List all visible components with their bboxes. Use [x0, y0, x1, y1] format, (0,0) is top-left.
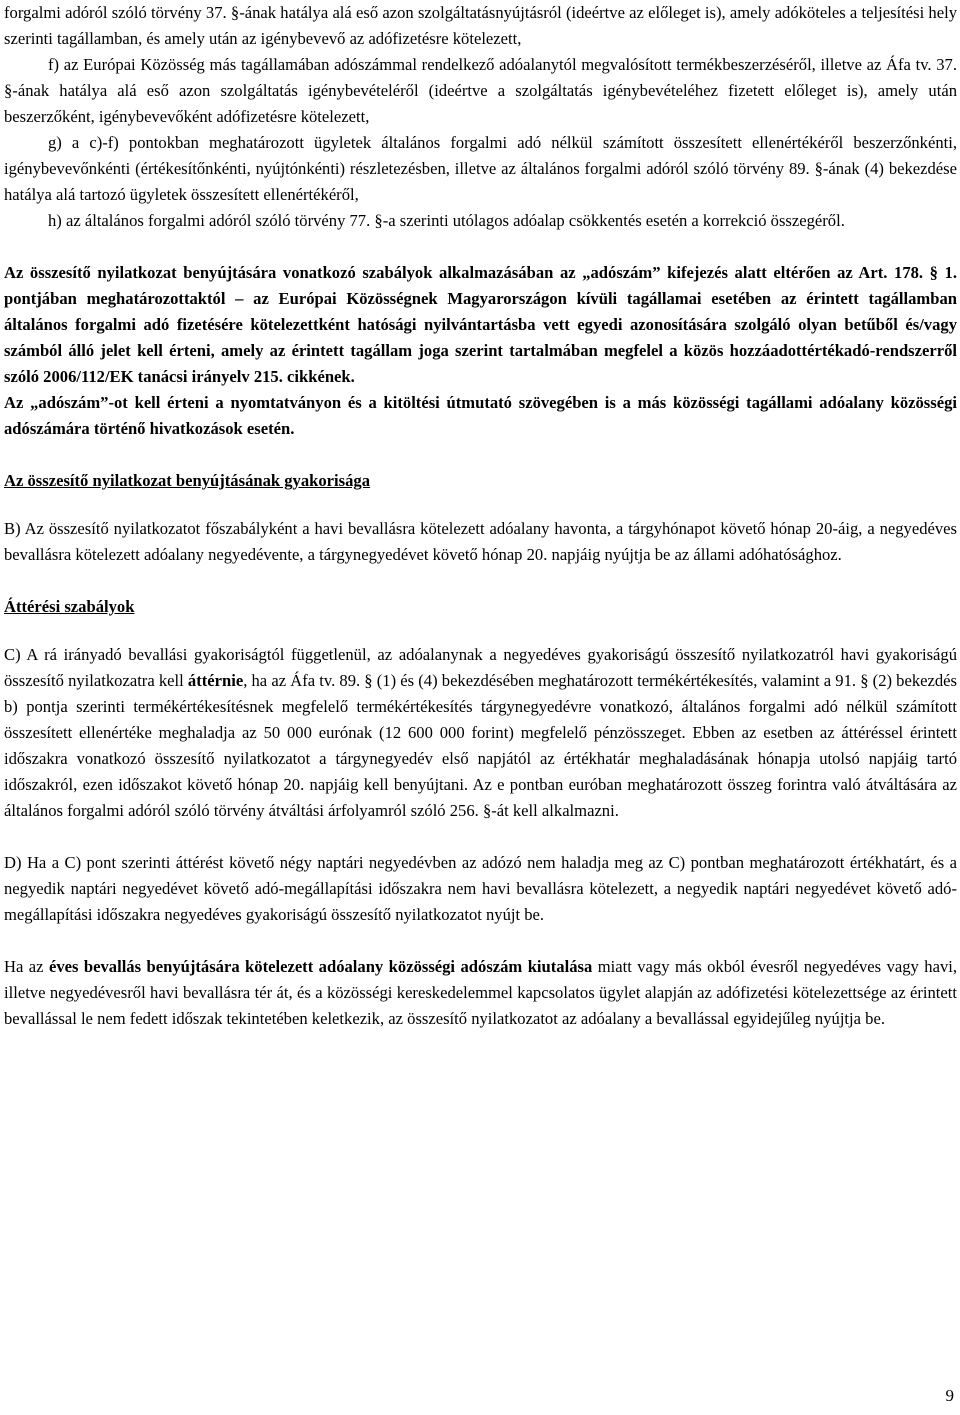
paragraph-point-c — [4, 642, 957, 824]
document-page — [4, 0, 957, 1032]
paragraph-annual-filer-text-1: Ha az — [4, 957, 49, 976]
spacer — [4, 824, 957, 850]
paragraph-point-c-text-2: , ha az Áfa tv. 89. § (1) és (4) bekezdésében meghatározott termékértékesítés, valamint a 91. § (2) bekezdés b) pontja szerinti termékértékesítésnek megfelelő termékértékesítés tárgynegyedévre vonatkozó, általános forgalmi adó nélkül számított összesített ellenértéke meghaladja az 50 000 eurónak (12 600 000 forint) megfelelő pénzösszeget. Ebben az esetben az áttéréssel érintett időszakra vonatkozó összesítő nyilatkozatot a tárgynegyedév első napjától az értékhatár meghaladásának hónapja utolsó napjáig tartó időszakról, ezen időszakot követő hónap 20. napjáig kell benyújtani. Az e pontban euróban meghatározott összeg forintra való átváltására az általános forgalmi adóról szóló törvény átváltási árfolyamról szóló 256. §-át kell alkalmazni. — [4, 671, 957, 820]
page-number: 9 — [945, 1386, 954, 1405]
spacer — [4, 568, 957, 594]
paragraph-point-h: h) az általános forgalmi adóról szóló törvény 77. §-a szerinti utólagos adóalap csökkentés esetén a korrekció összegéről. — [48, 211, 845, 230]
paragraph-adoszam-definition: Az összesítő nyilatkozat benyújtására vonatkozó szabályok alkalmazásában az „adószám” kifejezés alatt eltérően az Art. 178. § 1. pontjában meghatározottaktól – az Európai Közösségnek Magyarországon kívüli tagállamai esetében az érintett tagállamban általános forgalmi adó fizetésére kötelezettként hatósági nyilvántartásba vett egyedi azonosítására szolgáló olyan betűből és/vagy számból álló jelet kell érteni, amely az érintett tagállam joga szerint tartalmában megfelel a közös hozzáadottértékadó-rendszerről szóló 2006/112/EK tanácsi irányelv 215. cikkének. — [4, 263, 957, 386]
paragraph-adoszam-usage: Az „adószám”-ot kell érteni a nyomtatványon és a kitöltési útmutató szövegében is a más közösségi tagállami adóalany közösségi adószámára történő hivatkozások esetén. — [4, 393, 957, 438]
section-heading-transition: Áttérési szabályok — [4, 597, 135, 616]
paragraph-continuation-e: forgalmi adóról szóló törvény 37. §-ának hatálya alá eső azon szolgáltatásnyújtásról (ideértve az előleget is), amely adóköteles a teljesítési hely szerinti tagállamban, és amely után az igénybevevő az adófizetésre kötelezett, — [4, 3, 957, 48]
spacer — [4, 234, 957, 260]
spacer — [4, 620, 957, 642]
paragraph-point-g: g) a c)-f) pontokban meghatározott ügyletek általános forgalmi adó nélkül számított összesített ellenértékéről beszerzőnkénti, igénybevevőnkénti (értékesítőnkénti, nyújtónkénti) részletezésben, illetve az általános forgalmi adóról szóló törvény 89. §-ának (4) bekezdése hatálya alá tartozó ügyletek összesített ellenértékéről, — [4, 133, 957, 204]
paragraph-point-c-text-1: C) A rá irányadó bevallási gyakoriságtól függetlenül, az adóalanynak a negyedéves gyakoriságú összesítő nyilatkozatról havi gyakoriságú összesítő nyilatkozatra kell — [4, 645, 957, 690]
spacer — [4, 928, 957, 954]
paragraph-point-d: D) Ha a C) pont szerinti áttérést követő négy naptári negyedévben az adózó nem haladja meg az C) pontban meghatározott értékhatárt, és a negyedik naptári negyedévet követő adó-megállapítási időszakra nem havi bevallásra kötelezett, a negyedik naptári negyedévet követő adó-megállapítási időszakra negyedéves gyakoriságú összesítő nyilatkozatot nyújt be. — [4, 853, 957, 924]
paragraph-annual-filer-text-2: miatt vagy más okból évesről negyedéves vagy havi, illetve negyedévesről havi bevallásra tér át, és a közösségi kereskedelemmel kapcsolatos ügylet alapján az adófizetési kötelezettsége az érintett bevallással le nem fedett időszak tekintetében keletkezik, az összesítő nyilatkozatot az adóalany a bevallással egyidejűleg nyújtja be. — [4, 957, 957, 1028]
paragraph-point-f: f) az Európai Közösség más tagállamában adószámmal rendelkező adóalanytól megvalósított termékbeszerzéséről, illetve az Áfa tv. 37. §-ának hatálya alá eső azon szolgáltatás igénybevételéről (ideértve a szolgáltatás igénybevételéhez fizetett előleget is), amely után beszerzőként, igénybevevőként adófizetésre kötelezett, — [4, 55, 957, 126]
paragraph-annual-filer — [4, 954, 957, 1032]
paragraph-point-c-emphasis: áttérnie — [187, 671, 244, 690]
spacer — [4, 442, 957, 468]
paragraph-annual-filer-emphasis: éves bevallás benyújtására kötelezett adóalany közösségi adószám kiutalása — [48, 957, 593, 976]
spacer — [4, 494, 957, 516]
paragraph-point-b: B) Az összesítő nyilatkozatot főszabályként a havi bevallásra kötelezett adóalany havonta, a tárgyhónapot követő hónap 20-áig, a negyedéves bevallásra kötelezett adóalany negyedévente, a tárgynegyedévet követő hónap 20. napjáig nyújtja be az állami adóhatósághoz. — [4, 519, 957, 564]
section-heading-frequency: Az összesítő nyilatkozat benyújtásának gyakorisága — [4, 471, 371, 490]
